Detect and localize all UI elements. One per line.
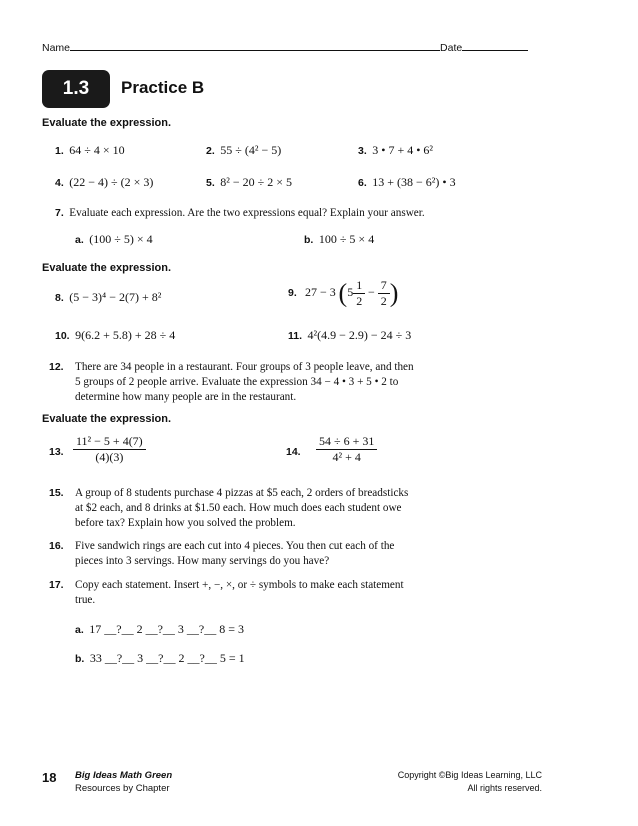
problem-expression: 55 ÷ (4² − 5): [220, 143, 282, 157]
problem-12: [49, 361, 64, 373]
copyright-notice: Copyright ©Big Ideas Learning, LLC: [397, 770, 542, 780]
problem-number: 4.: [55, 177, 64, 189]
problem-14: [316, 434, 377, 465]
problem-number: 8.: [55, 292, 64, 304]
problem-expression: 9(6.2 + 5.8) + 28 ÷ 4: [75, 328, 176, 342]
fraction: $\frac{1}{2}$: [353, 278, 365, 309]
text-line: determine how many people are in the restaurant.: [75, 391, 297, 403]
problem-expression: 64 ÷ 4 × 10: [69, 143, 125, 157]
problem-12-text: [75, 360, 414, 405]
problem-17b: [75, 651, 245, 666]
book-subtitle: Resources by Chapter: [75, 783, 170, 794]
problem-17: [49, 579, 64, 591]
problem-1: [55, 143, 125, 158]
problem-10: [55, 328, 175, 343]
date-blank: [462, 40, 528, 51]
problem-expression: (5 − 3)⁴ − 2(7) + 8²: [69, 290, 162, 304]
section-heading: Evaluate the expression.: [42, 117, 171, 129]
problem-expression: 4²(4.9 − 2.9) − 24 ÷ 3: [307, 328, 412, 342]
page-title: Practice B: [121, 78, 205, 97]
problem-expression: 33 __?__ 3 __?__ 2 __?__ 5 = 1: [89, 651, 245, 665]
date-label: Date: [440, 42, 463, 54]
problem-14-number: [286, 446, 301, 458]
problem-15-text: [75, 486, 408, 531]
text-line: There are 34 people in a restaurant. Four groups of 3 people leave, and then: [75, 361, 414, 373]
text-line: at $2 each, and 8 drinks at $1.50 each. How much does each student owe: [75, 502, 402, 514]
problem-expression: 13 + (38 − 6²) • 3: [372, 175, 456, 189]
problem-expression: (22 − 4) ÷ (2 × 3): [69, 175, 154, 189]
problem-6: [358, 175, 456, 190]
book-title: Big Ideas Math Green: [75, 770, 173, 781]
problem-number: 9.: [288, 287, 297, 300]
problem-15: [49, 487, 64, 499]
problem-13-number: [49, 446, 64, 458]
problem-number: b.: [75, 653, 85, 665]
problem-number: 16.: [49, 540, 64, 552]
problem-7a: [75, 232, 153, 247]
problem-11: [288, 328, 411, 343]
problem-expression: 100 ÷ 5 × 4: [318, 232, 375, 246]
problem-expression: 27 − 3: [305, 285, 336, 300]
problem-17-text: [75, 578, 404, 608]
name-label: Name: [42, 42, 71, 54]
problem-16-text: [75, 539, 394, 569]
text-line: pieces into 3 servings. How many servings do you have?: [75, 555, 330, 567]
problem-number: 14.: [286, 446, 301, 458]
text-line: 5 groups of 2 people arrive. Evaluate the expression 34 − 4 • 3 + 5 • 2 to: [75, 376, 399, 388]
problem-number: 15.: [49, 487, 64, 499]
problem-number: 6.: [358, 177, 367, 189]
page-number: 18: [42, 770, 57, 785]
problem-expression: 17 __?__ 2 __?__ 3 __?__ 8 = 3: [89, 622, 245, 636]
text-line: A group of 8 students purchase 4 pizzas at $5 each, 2 orders of breadsticks: [75, 487, 409, 499]
problem-17a: [75, 622, 244, 637]
lesson-badge: 1.3: [42, 70, 110, 108]
problem-number: 1.: [55, 145, 64, 157]
problem-number: 11.: [288, 330, 303, 342]
problem-number: 7.: [55, 207, 64, 219]
problem-4: [55, 175, 153, 190]
problem-16: [49, 540, 64, 552]
problem-2: [206, 143, 281, 158]
fraction: $\frac{\text{11² − 5 + 4(7)}}{(4)(3)}$: [73, 434, 146, 465]
problem-3: [358, 143, 433, 158]
problem-9: 9. 27 − 3 (5 $\frac{1}{2}$ − $\frac{7}{2}$ ): [288, 278, 399, 308]
name-line: [42, 40, 528, 54]
problem-number: 2.: [206, 145, 215, 157]
problem-number: 17.: [49, 579, 64, 591]
text-line: Copy each statement. Insert +, −, ×, or ÷ symbols to make each statement: [75, 579, 404, 591]
problem-number: a.: [75, 234, 84, 246]
fraction: $\frac{7}{2}$: [378, 278, 390, 309]
fraction: $\frac{54 \div 6 + 31}{\text{4² + 4}}$: [316, 434, 377, 465]
problem-7: [55, 206, 425, 221]
problem-expression: 8² − 20 ÷ 2 × 5: [220, 175, 292, 189]
text-line: true.: [75, 594, 96, 606]
problem-number: 13.: [49, 446, 64, 458]
problem-7b: [304, 232, 374, 247]
problem-number: 5.: [206, 177, 215, 189]
problem-8: [55, 290, 161, 305]
rights-notice: All rights reserved.: [467, 783, 542, 793]
section-heading: Evaluate the expression.: [42, 262, 171, 274]
section-heading: Evaluate the expression.: [42, 413, 171, 425]
mixed-whole: 5: [347, 285, 354, 300]
problem-text: Evaluate each expression. Are the two expressions equal? Explain your answer.: [69, 207, 425, 219]
problem-number: 12.: [49, 361, 64, 373]
problem-number: a.: [75, 624, 84, 636]
problem-expression: 3 • 7 + 4 • 6²: [372, 143, 434, 157]
problem-number: 10.: [55, 330, 70, 342]
problem-5: [206, 175, 292, 190]
problem-13: [73, 434, 146, 465]
problem-number: b.: [304, 234, 314, 246]
problem-expression: (100 ÷ 5) × 4: [89, 232, 153, 246]
text-line: before tax? Explain how you solved the problem.: [75, 517, 296, 529]
text-line: Five sandwich rings are each cut into 4 pieces. You then cut each of the: [75, 540, 395, 552]
name-blank: [70, 40, 440, 51]
problem-number: 3.: [358, 145, 367, 157]
